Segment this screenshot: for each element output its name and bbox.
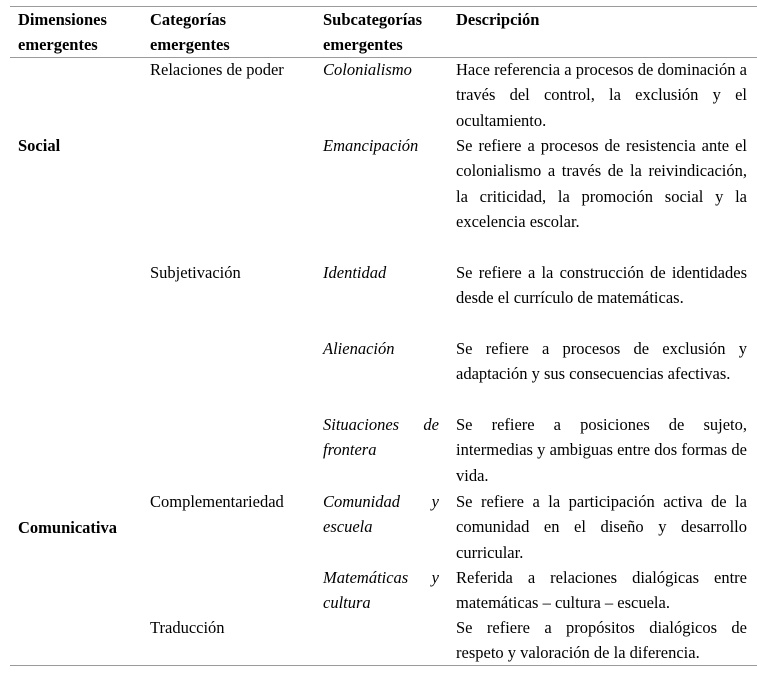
header-categorias — [150, 7, 230, 57]
header-categorias-line-1: Categorías — [150, 10, 227, 29]
dimension-comunicativa: Comunicativa — [18, 518, 117, 537]
description-alienacion: Se refiere a procesos de exclusión y adaptación y sus consecuencias afectivas. — [456, 339, 747, 384]
subcategory-matematicas-y-cultura: Matemáticas y cultura — [323, 568, 439, 613]
subcategory-alienacion: Alienación — [323, 339, 395, 358]
subcategory-situaciones-de-frontera: Situaciones de frontera — [323, 415, 439, 460]
header-subcategorias — [323, 7, 422, 57]
header-categorias-line-2: emergentes — [150, 35, 230, 54]
dimension-social: Social — [18, 136, 61, 155]
header-dimensiones — [18, 7, 107, 57]
category-subjetivacion: Subjetivación — [150, 263, 241, 282]
header-descripcion-line-1: Descripción — [456, 10, 540, 29]
subcategory-identidad: Identidad — [323, 263, 387, 282]
description-emancipacion: Se refiere a procesos de resistencia ante el colonialismo a través de la reivindicación, la criticidad, la promoción social y la excelencia escolar. — [456, 136, 747, 231]
header-dimensiones-line-2: emergentes — [18, 35, 98, 54]
header-subcategorias-line-1: Subcategorías — [323, 10, 422, 29]
category-traduccion: Traducción — [150, 618, 225, 637]
description-identidad: Se refiere a la construcción de identidades desde el currículo de matemáticas. — [456, 263, 747, 308]
description-situaciones-de-frontera: Se refiere a posiciones de sujeto, intermedias y ambiguas entre dos formas de vida. — [456, 415, 747, 485]
description-matematicas-y-cultura: Referida a relaciones dialógicas entre matemáticas – cultura – escuela. — [456, 568, 747, 613]
subcategory-colonialismo: Colonialismo — [323, 60, 412, 79]
header-dimensiones-line-1: Dimensiones — [18, 10, 107, 29]
subcategory-comunidad-y-escuela: Comunidad y escuela — [323, 492, 439, 537]
description-colonialismo: Hace referencia a procesos de dominación a través del control, la exclusión y el ocultamiento. — [456, 60, 747, 130]
subcategory-emancipacion: Emancipación — [323, 136, 419, 155]
category-relaciones-de-poder: Relaciones de poder — [150, 60, 284, 79]
description-comunidad-y-escuela: Se refiere a la participación activa de la comunidad en el diseño y desarrollo curricular. — [456, 492, 747, 562]
description-traduccion: Se refiere a propósitos dialógicos de respeto y valoración de la diferencia. — [456, 618, 747, 663]
header-subcategorias-line-2: emergentes — [323, 35, 403, 54]
category-complementariedad: Complementariedad — [150, 492, 284, 511]
header-descripcion — [456, 7, 539, 32]
